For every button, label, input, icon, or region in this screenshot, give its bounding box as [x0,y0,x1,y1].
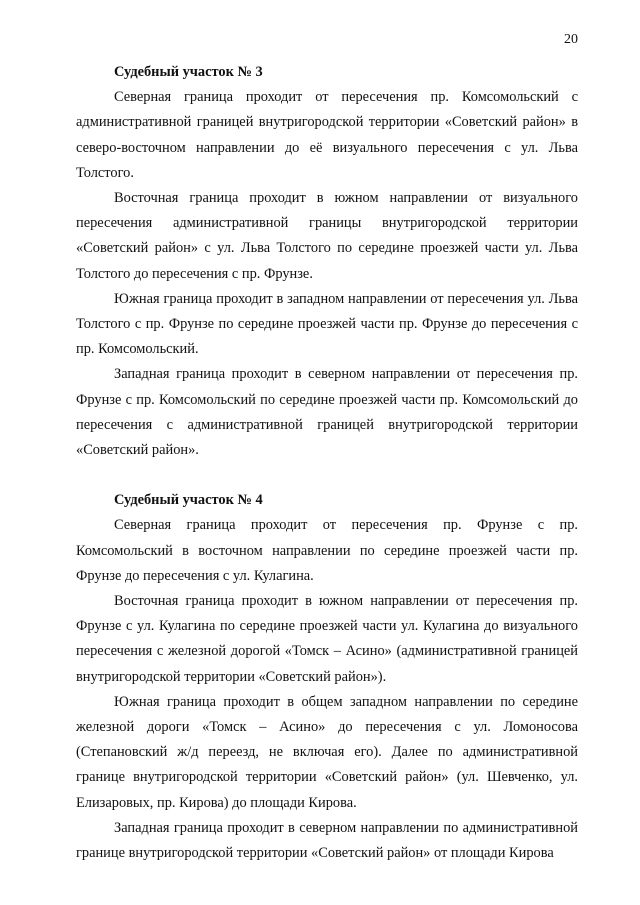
section-court-district-4 [76,488,578,866]
paragraph-west-boundary: Западная граница проходит в северном направлении от пересечения пр. Фрунзе с пр. Комсомольский по середине проезжей части пр. Комсомольский до пересечения с административной границей внутригородской территории «Советский район». [76,366,578,459]
paragraph-east-boundary: Восточная граница проходит в южном направлении от визуального пересечения административной границы внутригородской территории «Советский район» с ул. Льва Толстого по середине проезжей части ул. Льва Толстого до пересечения с пр. Фрунзе. [76,190,578,282]
paragraph-west-boundary: Западная граница проходит в северном направлении по административной границе внутригородской территории «Советский район» от площади Кирова [76,819,578,862]
paragraph-north-boundary: Северная граница проходит от пересечения пр. Комсомольский с административной границей внутригородской территории «Советский район» в северо-восточном направлении до её визуального пересечения с ул. Льва Толстого. [76,89,578,181]
section-court-district-3 [76,60,578,463]
section-heading: Судебный участок № 3 [114,64,263,80]
paragraph-south-boundary: Южная граница проходит в западном направлении от пересечения ул. Льва Толстого с пр. Фрунзе по середине проезжей части пр. Фрунзе до пересечения с пр. Комсомольский. [76,290,578,358]
paragraph-north-boundary: Северная граница проходит от пересечения пр. Фрунзе с пр. Комсомольский в восточном направлении по середине проезжей части пр. Фрунзе до пересечения с ул. Кулагина. [76,517,578,584]
page-number: 20 [564,32,578,47]
section-heading: Судебный участок № 4 [114,492,263,509]
paragraph-south-boundary: Южная граница проходит в общем западном направлении по середине железной дороги «Томск – Асино» до пересечения с ул. Ломоносова (Степановский ж/д переезд, не включая его). Далее по административной границе внутригородской территории «Советский район» (ул. Шевченко, ул. Елизаровых, пр. Кирова) до площади Кирова. [76,693,578,811]
paragraph-east-boundary: Восточная граница проходит в южном направлении от пересечения пр. Фрунзе с ул. Кулагина по середине проезжей части ул. Кулагина до визуального пересечения с железной дорогой «Томск – Асино» (административной границей внутригородской территории «Советский район»). [76,593,578,685]
document-body [76,60,578,866]
